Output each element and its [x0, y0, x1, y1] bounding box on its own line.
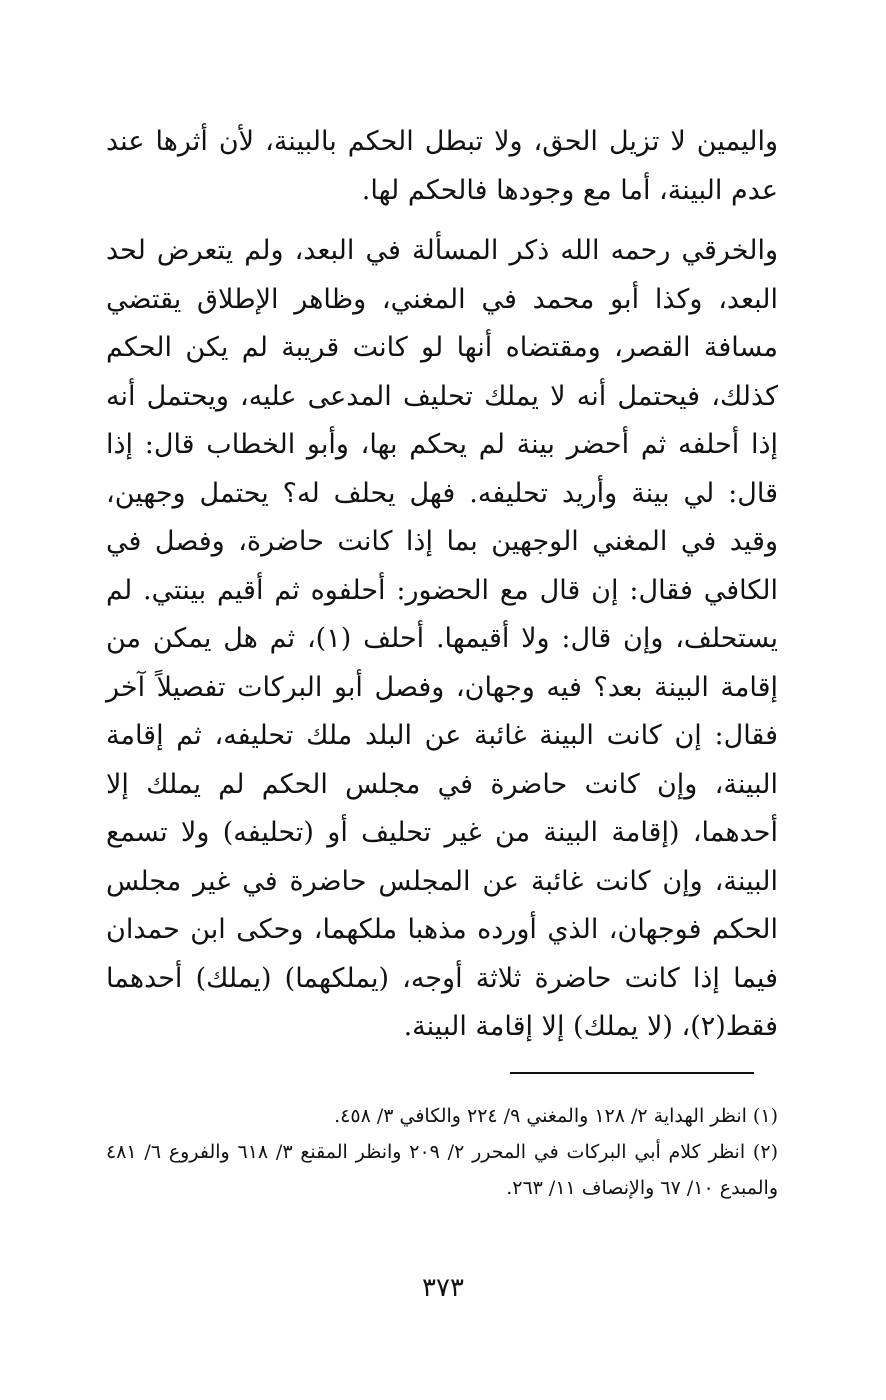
main-text-body: [106, 118, 778, 1052]
footnote-2: (٢) انظر كلام أبي البركات في المحرر ٢/ ٢٠٩ وانظر المقنع ٣/ ٦١٨ والفروع ٦/ ٤٨١ والمبدع ١٠/ ٦٧ والإنصاف ١١/ ٢٦٣.: [106, 1141, 778, 1199]
paragraph-1: واليمين لا تزيل الحق، ولا تبطل الحكم بالبينة، لأن أثرها عند عدم البينة، أما مع وجودها فالحكم لها.: [106, 126, 779, 206]
footnote-1: (١) انظر الهداية ٢/ ١٢٨ والمغني ٩/ ٢٢٤ والكافي ٣/ ٤٥٨.: [334, 1105, 778, 1127]
page-number: ٣٧٣: [422, 1273, 464, 1303]
footnotes: [106, 1098, 778, 1206]
paragraph-2: والخرقي رحمه الله ذكر المسألة في البعد، ولم يتعرض لحد البعد، وكذا أبو محمد في المغني، وظاهر الإطلاق يقتضي مسافة القصر، ومقتضاه أنها لو كانت قريبة لم يكن الحكم كذلك، فيحتمل أنه لا يملك تحليف المدعى عليه، ويحتمل أنه إذا أحلفه ثم أحضر بينة لم يحكم بها، وأبو الخطاب قال: إذا قال: لي بينة وأريد تحليفه. فهل يحلف له؟ يحتمل وجهين، وقيد في المغني الوجهين بما إذا كانت حاضرة، وفصل في الكافي فقال: إن قال مع الحضور: أحلفوه ثم أقيم بينتي. لم يستحلف، وإن قال: ولا أقيمها. أحلف (١)، ثم هل يمكن من إقامة البينة بعد؟ فيه وجهان، وفصل أبو البركات تفصيلاً آخر فقال: إن كانت البينة غائبة عن البلد ملك تحليفه، ثم إقامة البينة، وإن كانت حاضرة في مجلس الحكم لم يملك إلا أحدهما، (إقامة البينة من غير تحليف أو (تحليفه) ولا تسمع البينة، وإن كانت غائبة عن المجلس حاضرة في غير مجلس الحكم فوجهان، الذي أورده مذهبا ملكهما، وحكى ابن حمدان فيما إذا كانت حاضرة ثلاثة أوجه، (يملكهما) (يملك) أحدهما فقط(٢)، (لا يملك) إلا إقامة البينة.: [106, 235, 778, 1042]
footnote-separator: [510, 1072, 754, 1074]
